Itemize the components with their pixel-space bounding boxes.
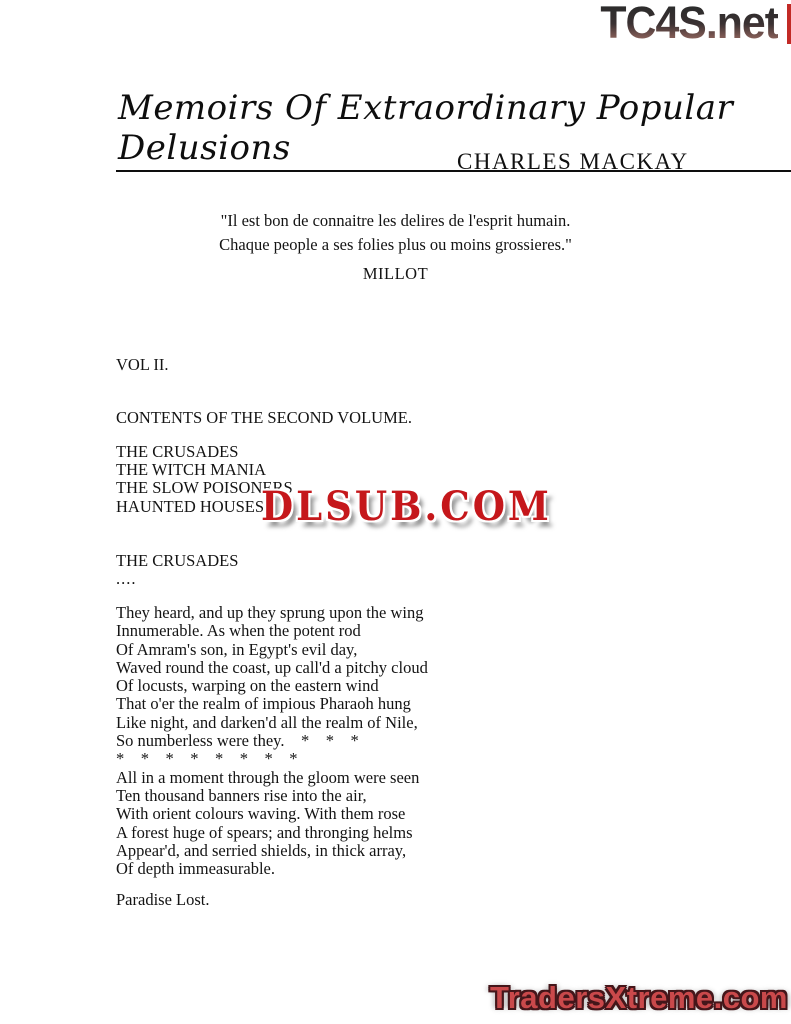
contents-item: THE SLOW POISONERS [116, 478, 293, 498]
red-edge-mark [787, 4, 791, 44]
poem-line: Of depth immeasurable. [116, 859, 275, 879]
poem-line: They heard, and up they sprung upon the wing [116, 603, 424, 622]
poem-line: Like night, and darken'd all the realm of Nile, [116, 712, 418, 732]
poem-line: With orient colours waving. With them rose [116, 804, 406, 824]
contents-item: THE CRUSADES [116, 442, 239, 461]
section-ellipsis: .... [116, 569, 137, 588]
contents-heading: CONTENTS OF THE SECOND VOLUME. [116, 408, 412, 427]
epigraph-line: Chaque people a ses folies plus ou moins grossieres." [219, 235, 572, 254]
tc4s-watermark-logo: TC4S.net [600, 0, 778, 48]
poem [116, 604, 428, 878]
volume-label: VOL II. [116, 355, 169, 374]
epigraph-attribution: MILLOT [362, 264, 429, 283]
section-heading: THE CRUSADES [116, 551, 239, 570]
dlsub-watermark-logo: DLSUB.COM [261, 482, 552, 530]
poem-line: * * * * * * * * [116, 749, 298, 769]
poem-line: That o'er the realm of impious Pharaoh hung [116, 694, 411, 714]
book-title: Memoirs Of Extraordinary Popular Delusions [116, 88, 791, 172]
author-name: CHARLES MACKAY [457, 149, 689, 174]
poem-attribution: Paradise Lost. [116, 890, 210, 909]
contents-item: HAUNTED HOUSES [116, 496, 265, 516]
poem-line: Of Amram's son, in Egypt's evil day, [116, 639, 358, 659]
contents-item: THE WITCH MANIA [116, 460, 267, 480]
epigraph-line: "Il est bon de connaitre les delires de l'esprit humain. [220, 211, 571, 230]
poem-line: Of locusts, warping on the eastern wind [116, 676, 379, 696]
poem-line: Waved round the coast, up call'd a pitchy cloud [116, 657, 428, 677]
poem-line: Appear'd, and serried shields, in thick array, [116, 840, 407, 860]
tradersxtreme-watermark-logo: TradersXtreme.com [490, 980, 788, 1015]
poem-line: A forest huge of spears; and thronging helms [116, 822, 413, 842]
poem-line: So numberless were they. * * * [116, 731, 359, 751]
epigraph [0, 209, 791, 257]
poem-line: Innumerable. As when the potent rod [116, 621, 361, 641]
poem-line: All in a moment through the gloom were seen [116, 767, 420, 787]
poem-line: Ten thousand banners rise into the air, [116, 785, 367, 805]
